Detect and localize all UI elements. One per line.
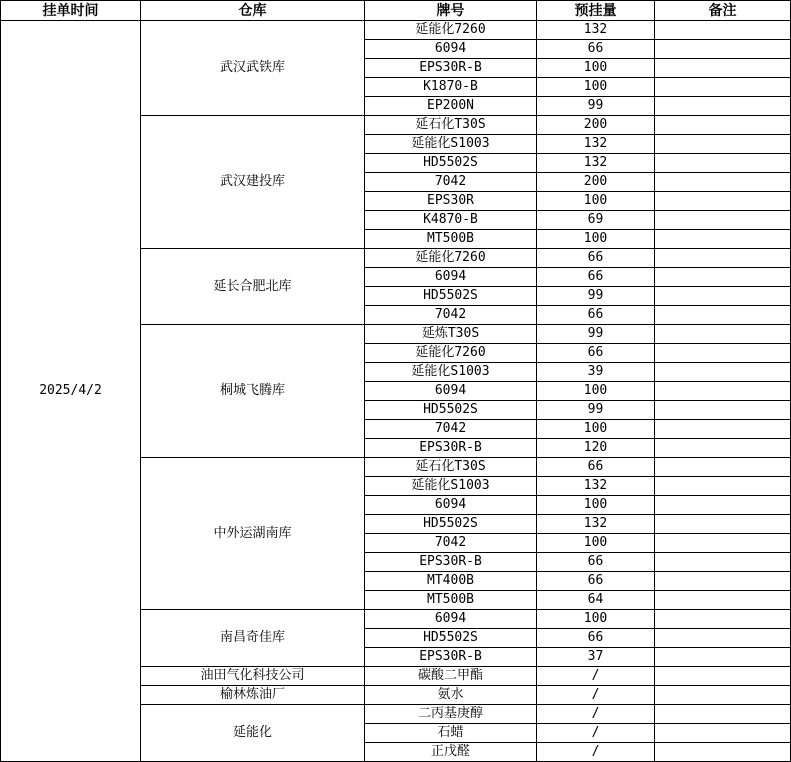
remarks-cell — [655, 572, 791, 591]
quantity-cell: / — [537, 686, 655, 705]
warehouse-cell: 南昌奇佳库 — [141, 610, 365, 667]
brand-cell: 6094 — [365, 496, 537, 515]
brand-cell: EPS30R — [365, 192, 537, 211]
remarks-cell — [655, 458, 791, 477]
remarks-cell — [655, 553, 791, 572]
quantity-cell: 66 — [537, 458, 655, 477]
brand-cell: HD5502S — [365, 287, 537, 306]
quantity-cell: 100 — [537, 420, 655, 439]
brand-cell: 石蜡 — [365, 724, 537, 743]
brand-cell: HD5502S — [365, 629, 537, 648]
quantity-cell: 100 — [537, 78, 655, 97]
quantity-cell: 100 — [537, 59, 655, 78]
brand-cell: K1870-B — [365, 78, 537, 97]
warehouse-cell: 中外运湖南库 — [141, 458, 365, 610]
remarks-cell — [655, 268, 791, 287]
remarks-cell — [655, 344, 791, 363]
warehouse-cell: 延长合肥北库 — [141, 249, 365, 325]
remarks-cell — [655, 705, 791, 724]
quantity-cell: 66 — [537, 572, 655, 591]
header-row — [1, 1, 791, 21]
quantity-cell: 132 — [537, 135, 655, 154]
remarks-cell — [655, 477, 791, 496]
brand-cell: 延炼T30S — [365, 325, 537, 344]
quantity-cell: 200 — [537, 116, 655, 135]
brand-cell: 6094 — [365, 382, 537, 401]
brand-cell: 氨水 — [365, 686, 537, 705]
brand-cell: 正戊醛 — [365, 743, 537, 762]
warehouse-cell: 榆林炼油厂 — [141, 686, 365, 705]
remarks-cell — [655, 325, 791, 344]
quantity-cell: 100 — [537, 534, 655, 553]
header-brand: 牌号 — [365, 1, 537, 21]
remarks-cell — [655, 591, 791, 610]
quantity-cell: 66 — [537, 629, 655, 648]
header-quantity: 预挂量 — [537, 1, 655, 21]
quantity-cell: 100 — [537, 192, 655, 211]
brand-cell: HD5502S — [365, 154, 537, 173]
header-warehouse: 仓库 — [141, 1, 365, 21]
quantity-cell: 100 — [537, 496, 655, 515]
remarks-cell — [655, 610, 791, 629]
quantity-cell: 69 — [537, 211, 655, 230]
brand-cell: HD5502S — [365, 515, 537, 534]
remarks-cell — [655, 686, 791, 705]
quantity-cell: 99 — [537, 97, 655, 116]
brand-cell: EPS30R-B — [365, 439, 537, 458]
remarks-cell — [655, 515, 791, 534]
remarks-cell — [655, 439, 791, 458]
remarks-cell — [655, 363, 791, 382]
remarks-cell — [655, 534, 791, 553]
quantity-cell: 66 — [537, 344, 655, 363]
quantity-cell: 99 — [537, 325, 655, 344]
brand-cell: HD5502S — [365, 401, 537, 420]
remarks-cell — [655, 173, 791, 192]
remarks-cell — [655, 667, 791, 686]
remarks-cell — [655, 401, 791, 420]
brand-cell: 6094 — [365, 610, 537, 629]
brand-cell: 7042 — [365, 306, 537, 325]
remarks-cell — [655, 211, 791, 230]
brand-cell: 延能化S1003 — [365, 135, 537, 154]
quantity-cell: 66 — [537, 553, 655, 572]
remarks-cell — [655, 249, 791, 268]
remarks-cell — [655, 40, 791, 59]
brand-cell: 碳酸二甲酯 — [365, 667, 537, 686]
header-listing-time: 挂单时间 — [1, 1, 141, 21]
brand-cell: K4870-B — [365, 211, 537, 230]
remarks-cell — [655, 306, 791, 325]
quantity-cell: 99 — [537, 401, 655, 420]
warehouse-cell: 武汉建投库 — [141, 116, 365, 249]
quantity-cell: 64 — [537, 591, 655, 610]
quantity-cell: 66 — [537, 268, 655, 287]
quantity-cell: 66 — [537, 306, 655, 325]
brand-cell: 延能化S1003 — [365, 363, 537, 382]
brand-cell: 7042 — [365, 420, 537, 439]
quantity-cell: / — [537, 743, 655, 762]
table-body — [1, 21, 791, 762]
brand-cell: 6094 — [365, 268, 537, 287]
brand-cell: 延石化T30S — [365, 116, 537, 135]
remarks-cell — [655, 382, 791, 401]
remarks-cell — [655, 116, 791, 135]
quantity-cell: 66 — [537, 249, 655, 268]
quantity-cell: / — [537, 667, 655, 686]
remarks-cell — [655, 78, 791, 97]
table-row — [1, 21, 791, 40]
brand-cell: MT400B — [365, 572, 537, 591]
quantity-cell: 39 — [537, 363, 655, 382]
brand-cell: 6094 — [365, 40, 537, 59]
remarks-cell — [655, 59, 791, 78]
warehouse-cell: 桐城飞腾库 — [141, 325, 365, 458]
quantity-cell: 99 — [537, 287, 655, 306]
quantity-cell: 66 — [537, 40, 655, 59]
remarks-cell — [655, 192, 791, 211]
brand-cell: 二丙基庚醇 — [365, 705, 537, 724]
quantity-cell: / — [537, 724, 655, 743]
quantity-cell: 37 — [537, 648, 655, 667]
remarks-cell — [655, 743, 791, 762]
remarks-cell — [655, 97, 791, 116]
remarks-cell — [655, 724, 791, 743]
brand-cell: 延能化7260 — [365, 249, 537, 268]
brand-cell: 7042 — [365, 534, 537, 553]
quantity-cell: 132 — [537, 477, 655, 496]
brand-cell: EPS30R-B — [365, 648, 537, 667]
warehouse-cell: 延能化 — [141, 705, 365, 762]
remarks-cell — [655, 230, 791, 249]
brand-cell: 延能化7260 — [365, 21, 537, 40]
quantity-cell: 200 — [537, 173, 655, 192]
remarks-cell — [655, 420, 791, 439]
brand-cell: EP200N — [365, 97, 537, 116]
brand-cell: MT500B — [365, 230, 537, 249]
brand-cell: 7042 — [365, 173, 537, 192]
brand-cell: EPS30R-B — [365, 59, 537, 78]
header-remarks: 备注 — [655, 1, 791, 21]
listing-date-cell: 2025/4/2 — [1, 21, 141, 762]
warehouse-cell: 武汉武铁库 — [141, 21, 365, 116]
brand-cell: MT500B — [365, 591, 537, 610]
brand-cell: 延能化S1003 — [365, 477, 537, 496]
brand-cell: EPS30R-B — [365, 553, 537, 572]
quantity-cell: 132 — [537, 154, 655, 173]
brand-cell: 延石化T30S — [365, 458, 537, 477]
remarks-cell — [655, 154, 791, 173]
quantity-cell: 100 — [537, 382, 655, 401]
quantity-cell: / — [537, 705, 655, 724]
remarks-cell — [655, 496, 791, 515]
quantity-cell: 100 — [537, 610, 655, 629]
remarks-cell — [655, 21, 791, 40]
remarks-cell — [655, 135, 791, 154]
remarks-cell — [655, 648, 791, 667]
remarks-cell — [655, 629, 791, 648]
quantity-cell: 132 — [537, 21, 655, 40]
quantity-cell: 100 — [537, 230, 655, 249]
brand-cell: 延能化7260 — [365, 344, 537, 363]
remarks-cell — [655, 287, 791, 306]
quantity-cell: 120 — [537, 439, 655, 458]
quantity-cell: 132 — [537, 515, 655, 534]
warehouse-cell: 油田气化科技公司 — [141, 667, 365, 686]
